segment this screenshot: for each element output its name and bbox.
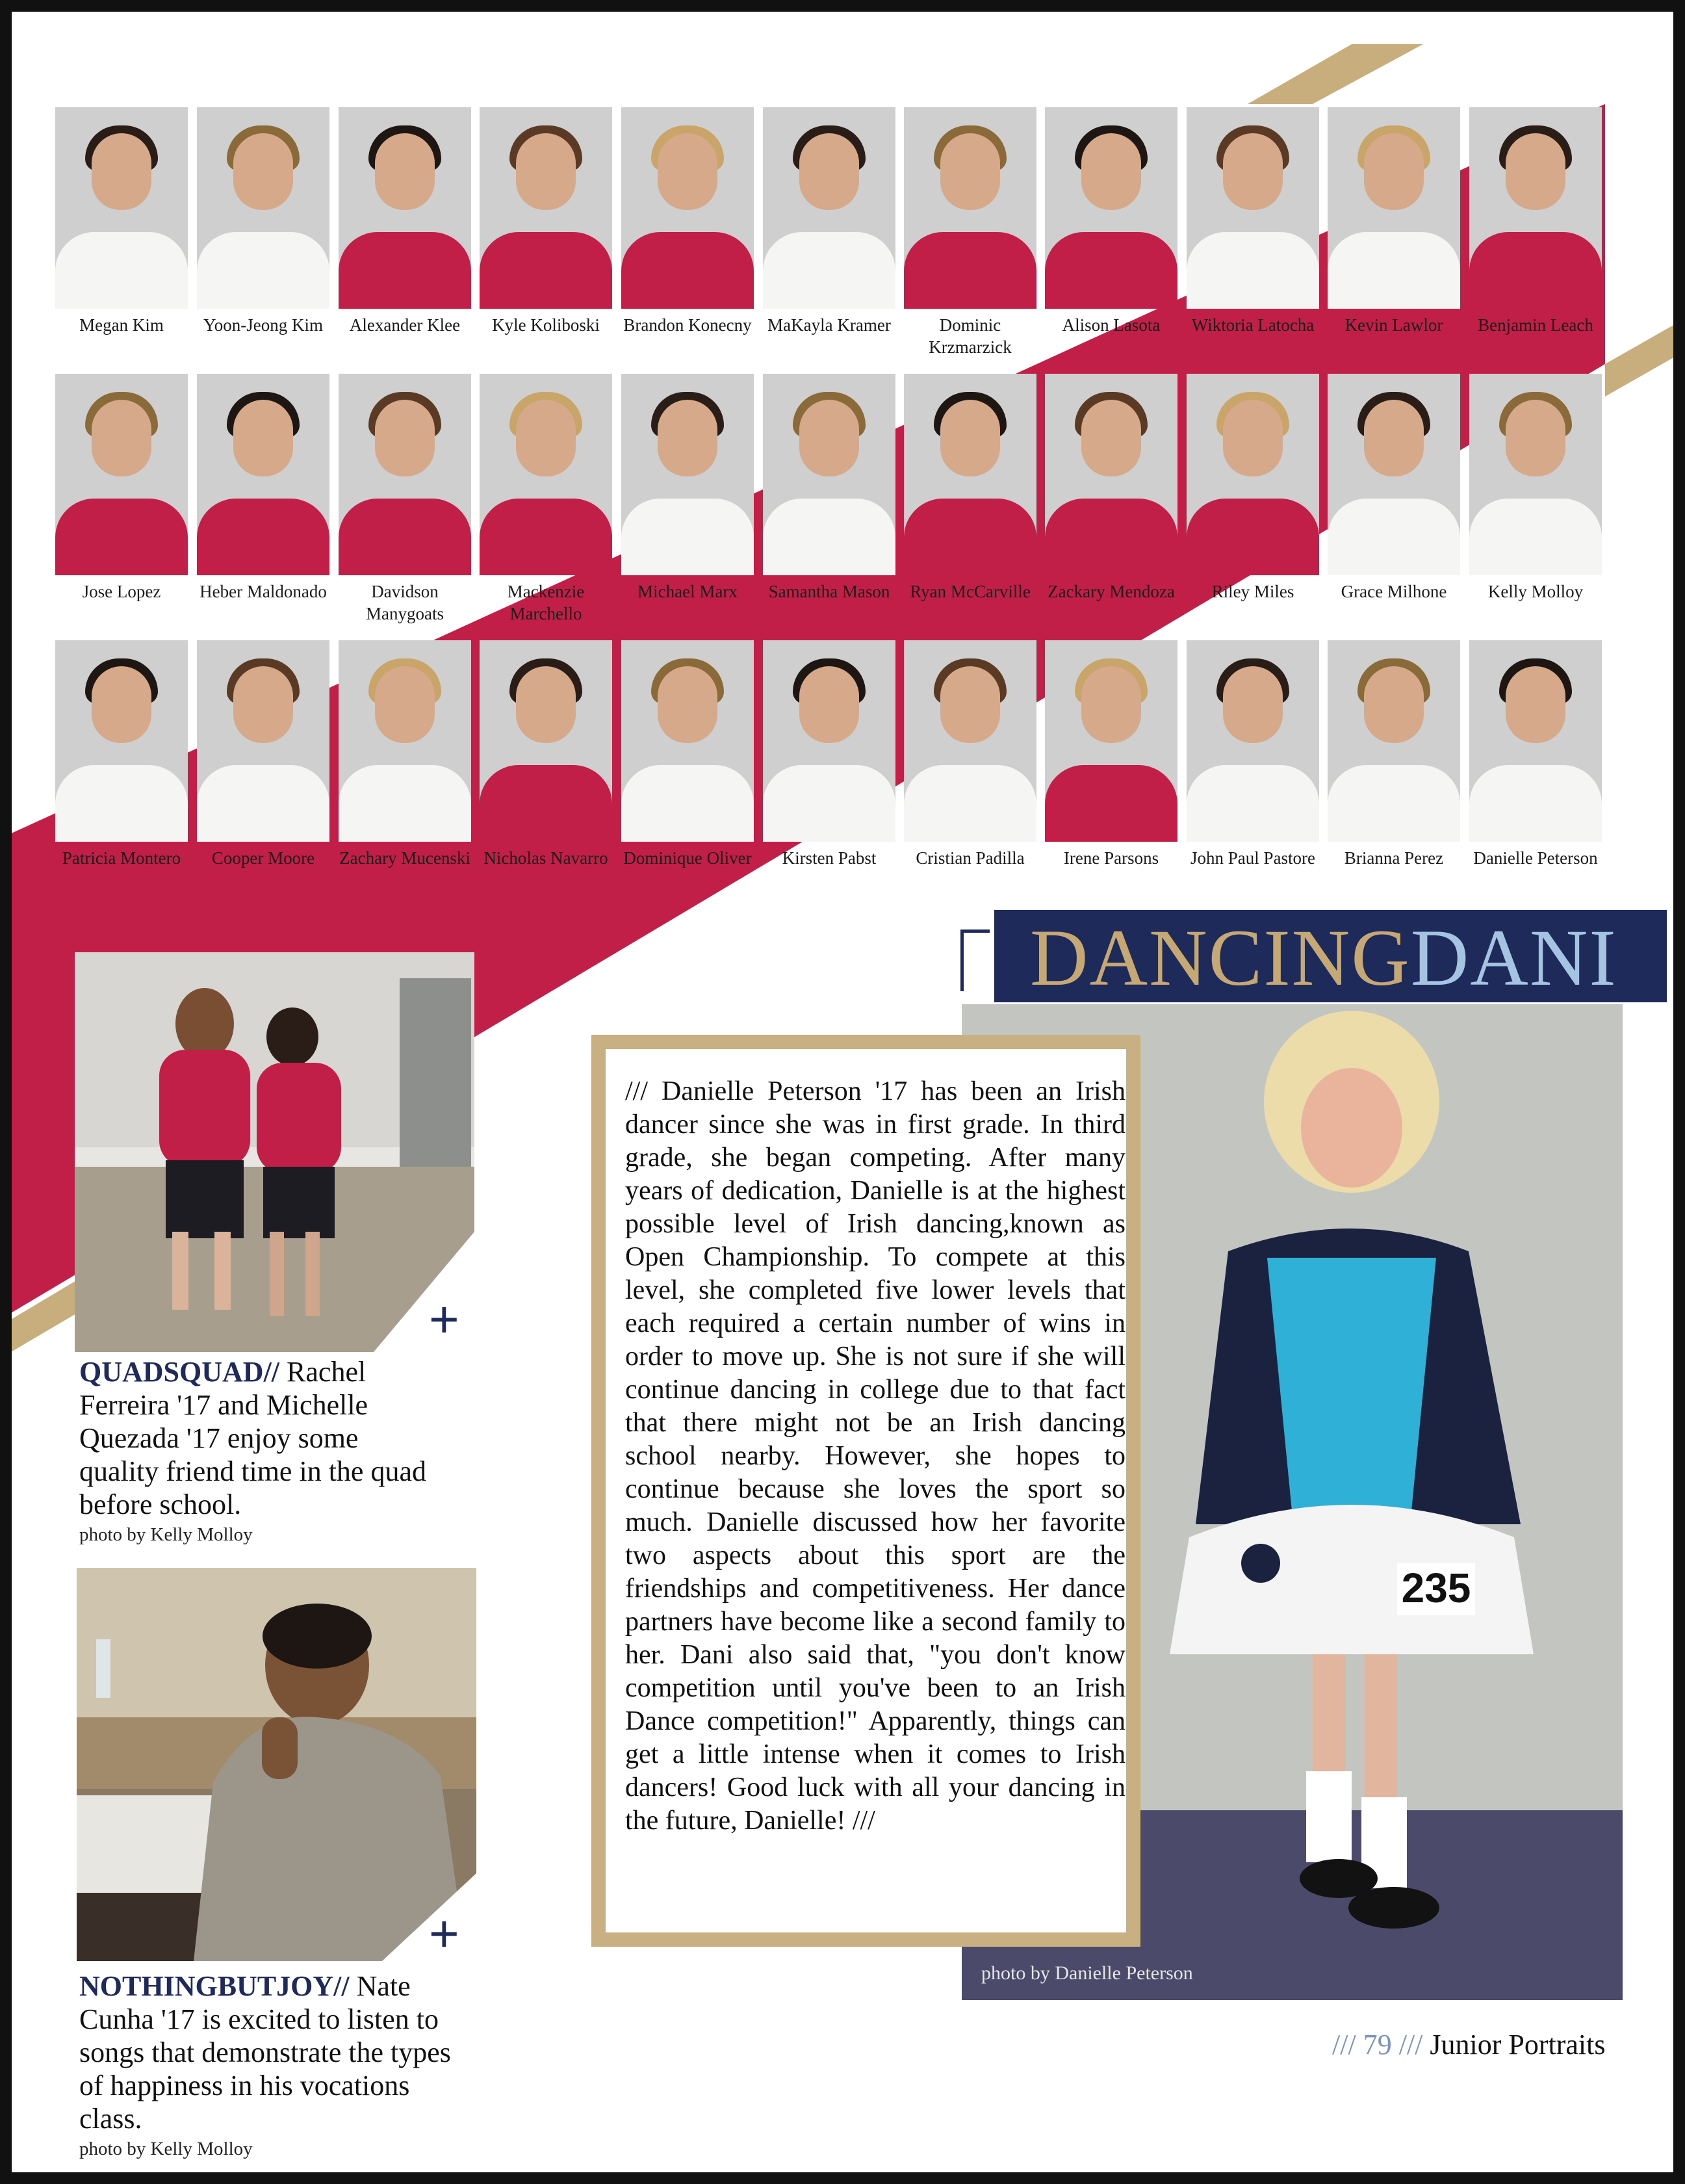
portrait-face bbox=[940, 133, 1000, 210]
feature-story: /// Danielle Peterson '17 has been an Irish dancer since she was in first grade. In third grade, she began competing. After many years of dedication, Danielle is at the highest possible level of Irish dancing,known as Open Championship. To compete at this level, she completed five lower levels that each required a certain number of wins in order to move up. She is not sure if she will continue dancing in college due to that fact that there might not be an Irish dancing school nearby. However, she hopes to continue because she loves the sport so much. Danielle discussed how her favorite two aspects about this sport are the friendships and competitiveness. Her dance partners have become like a second family to her. Dani also said that, "you don't know competition until you've been to an Irish Dance competition!" Apparently, things can get a little intense when it comes to Irish dancers! Good luck with all your dancing in the future, Danielle! /// bbox=[625, 1076, 1125, 1836]
portrait-name: Yoon-Jeong Kim bbox=[203, 315, 324, 335]
nothingbutjoy-heading: NOTHINGBUTJOY// bbox=[79, 1970, 350, 2002]
portrait-shirt bbox=[1045, 765, 1177, 842]
feature-title-part2: DANI bbox=[1410, 913, 1617, 1002]
portrait-shirt bbox=[763, 232, 895, 309]
portrait-face bbox=[1364, 666, 1424, 743]
portrait-face bbox=[1223, 133, 1283, 210]
portrait-shirt bbox=[55, 499, 188, 575]
portrait-photo bbox=[621, 374, 754, 575]
page-footer bbox=[1332, 2028, 1605, 2061]
portrait-face bbox=[799, 133, 859, 210]
portrait-photo bbox=[1187, 374, 1319, 575]
portrait-face bbox=[92, 133, 151, 210]
portrait-name: Irene Parsons bbox=[1063, 848, 1159, 868]
portrait-shirt bbox=[1045, 232, 1177, 309]
portrait-photo bbox=[904, 640, 1036, 842]
portrait-photo bbox=[1328, 640, 1460, 842]
portrait-face bbox=[658, 400, 717, 476]
portrait-shirt bbox=[1187, 499, 1319, 575]
portrait-photo bbox=[339, 107, 471, 309]
portrait-shirt bbox=[1469, 499, 1602, 575]
story-panel bbox=[606, 1049, 1126, 1932]
portrait-name: Zachary Mucenski bbox=[339, 848, 470, 868]
portrait-shirt bbox=[197, 232, 329, 309]
story-frame bbox=[591, 1035, 1140, 1947]
portrait-shirt bbox=[621, 765, 754, 842]
portrait-photo bbox=[339, 374, 471, 575]
portrait-name: Cooper Moore bbox=[211, 848, 315, 868]
portrait-photo bbox=[904, 107, 1036, 309]
portrait-shirt bbox=[480, 499, 612, 575]
portrait-photo bbox=[904, 374, 1036, 575]
portrait-photo bbox=[1045, 107, 1177, 309]
feature-title-part1: DANCING bbox=[1030, 913, 1411, 1002]
portrait-face bbox=[1506, 133, 1565, 210]
portrait-photo bbox=[621, 107, 754, 309]
portrait-photo bbox=[1187, 107, 1319, 309]
portrait-photo bbox=[1469, 374, 1602, 575]
portrait-name: Dominique Oliver bbox=[623, 848, 752, 868]
nothingbutjoy-text: Nate Cunha '17 is excited to listen to songs that demonstrate the types of happiness in his vocations class. bbox=[79, 1970, 451, 2135]
portrait-name: Megan Kim bbox=[79, 315, 164, 335]
portrait-photo bbox=[763, 640, 895, 842]
portrait-photo bbox=[1187, 640, 1319, 842]
portrait-shirt bbox=[763, 499, 895, 575]
portrait-face bbox=[375, 400, 435, 476]
portrait-face bbox=[233, 666, 293, 743]
nothingbutjoy-credit: photo by Kelly Molloy bbox=[79, 2138, 253, 2159]
portrait-photo bbox=[1469, 640, 1602, 842]
portrait-face bbox=[799, 666, 859, 743]
portrait-shirt bbox=[197, 765, 329, 842]
portrait-shirt bbox=[1469, 232, 1602, 309]
portrait-shirt bbox=[1328, 765, 1460, 842]
portrait-shirt bbox=[55, 765, 188, 842]
portrait-face bbox=[92, 400, 151, 476]
quadsquad-caption bbox=[79, 1355, 443, 1521]
portrait-face bbox=[516, 133, 576, 210]
portrait-shirt bbox=[197, 499, 329, 575]
quadsquad-photo bbox=[75, 952, 474, 1352]
portrait-face bbox=[658, 133, 717, 210]
page-number: 79 bbox=[1363, 2029, 1392, 2060]
portrait-face bbox=[1081, 133, 1141, 210]
plus-icon: + bbox=[429, 1904, 459, 1962]
portrait-name: Danielle Peterson bbox=[1473, 848, 1598, 868]
portrait-photo bbox=[339, 640, 471, 842]
quadsquad-text: Rachel Ferreira '17 and Michelle Quezada '17 enjoy some quality friend time in the quad before school. bbox=[79, 1356, 426, 1520]
portrait-shirt bbox=[904, 232, 1036, 309]
portrait-shirt bbox=[1469, 765, 1602, 842]
portrait-photo bbox=[621, 640, 754, 842]
portrait-face bbox=[940, 666, 1000, 743]
portrait-name: Samantha Mason bbox=[768, 582, 890, 601]
portrait-name: Jose Lopez bbox=[82, 582, 161, 601]
portrait-face bbox=[375, 666, 435, 743]
portrait-face bbox=[233, 133, 293, 210]
portrait-photo bbox=[480, 374, 612, 575]
portrait-photo bbox=[480, 107, 612, 309]
portrait-face bbox=[233, 400, 293, 476]
portrait-photo bbox=[1469, 107, 1602, 309]
portrait-photo bbox=[197, 640, 329, 842]
portrait-shirt bbox=[480, 765, 612, 842]
feature-title bbox=[1030, 913, 1617, 1002]
portrait-name: Mackenzie Marchello bbox=[507, 582, 585, 623]
footer-slashes-left: /// bbox=[1332, 2029, 1356, 2060]
portrait-face bbox=[1081, 666, 1141, 743]
portrait-face bbox=[1223, 666, 1283, 743]
portrait-name: Davidson Manygoats bbox=[366, 582, 444, 623]
section-title: Junior Portraits bbox=[1430, 2029, 1606, 2060]
portrait-photo bbox=[1045, 374, 1177, 575]
portrait-name: Kirsten Pabst bbox=[782, 848, 877, 868]
portrait-name: Cristian Padilla bbox=[916, 848, 1025, 868]
dancer-photo-credit: photo by Danielle Peterson bbox=[981, 1962, 1193, 1984]
portrait-face bbox=[658, 666, 717, 743]
portrait-name: MaKayla Kramer bbox=[767, 315, 891, 335]
portrait-name: Kelly Molloy bbox=[1487, 582, 1584, 601]
portrait-face bbox=[516, 666, 576, 743]
portrait-name: Zackary Mendoza bbox=[1048, 582, 1175, 601]
portrait-shirt bbox=[1045, 499, 1177, 575]
portrait-face bbox=[1506, 666, 1565, 743]
portrait-shirt bbox=[1328, 232, 1460, 309]
portrait-shirt bbox=[1187, 232, 1319, 309]
portrait-shirt bbox=[1187, 765, 1319, 842]
footer-slashes-right: /// bbox=[1398, 2029, 1423, 2060]
portrait-photo bbox=[480, 640, 612, 842]
portrait-name: Nicholas Navarro bbox=[483, 848, 608, 868]
portrait-name: Riley Miles bbox=[1211, 582, 1294, 601]
portrait-name: Alexander Klee bbox=[349, 315, 461, 335]
portrait-photo bbox=[763, 107, 895, 309]
portrait-shirt bbox=[904, 765, 1036, 842]
portrait-shirt bbox=[339, 232, 471, 309]
portrait-shirt bbox=[339, 499, 471, 575]
portrait-name: John Paul Pastore bbox=[1190, 848, 1315, 868]
portrait-face bbox=[516, 400, 576, 476]
portrait-photo bbox=[55, 640, 188, 842]
portrait-face bbox=[1364, 400, 1424, 476]
nothingbutjoy-caption bbox=[79, 1970, 476, 2135]
plus-icon: + bbox=[429, 1290, 459, 1348]
portrait-photo bbox=[763, 374, 895, 575]
portrait-face bbox=[1364, 133, 1424, 210]
portrait-face bbox=[375, 133, 435, 210]
portrait-shirt bbox=[621, 232, 754, 309]
portrait-shirt bbox=[621, 499, 754, 575]
portrait-shirt bbox=[904, 499, 1036, 575]
portrait-face bbox=[940, 400, 1000, 476]
quadsquad-heading: QUADSQUAD// bbox=[79, 1356, 280, 1388]
bib-number: 235 bbox=[1401, 1565, 1471, 1611]
portrait-name: Wiktoria Latocha bbox=[1191, 315, 1315, 335]
nothingbutjoy-photo bbox=[77, 1568, 476, 1961]
portrait-name: Benjamin Leach bbox=[1478, 315, 1593, 335]
portrait-name: Patricia Montero bbox=[62, 848, 181, 868]
portrait-photo bbox=[197, 374, 329, 575]
portrait-shirt bbox=[1328, 499, 1460, 575]
portrait-name: Dominic Krzmarzick bbox=[929, 315, 1012, 357]
portrait-face bbox=[92, 666, 151, 743]
portrait-shirt bbox=[339, 765, 471, 842]
portrait-name: Grace Milhone bbox=[1341, 582, 1447, 601]
portrait-face bbox=[799, 400, 859, 476]
portrait-name: Kyle Koliboski bbox=[492, 315, 600, 335]
portrait-name: Kevin Lawlor bbox=[1344, 315, 1443, 335]
portrait-name: Brandon Konecny bbox=[623, 315, 752, 335]
portrait-photo bbox=[55, 107, 188, 309]
portrait-name: Heber Maldonado bbox=[199, 582, 327, 601]
portrait-shirt bbox=[55, 232, 188, 309]
portrait-photo bbox=[197, 107, 329, 309]
portrait-name: Ryan McCarville bbox=[910, 582, 1031, 601]
portrait-shirt bbox=[480, 232, 612, 309]
feature-banner bbox=[994, 910, 1667, 1002]
banner-bracket bbox=[960, 930, 990, 991]
portrait-face bbox=[1506, 400, 1565, 476]
portrait-face bbox=[1223, 400, 1283, 476]
portrait-photo bbox=[1045, 640, 1177, 842]
quadsquad-credit: photo by Kelly Molloy bbox=[79, 1524, 253, 1545]
portrait-photo bbox=[1328, 374, 1460, 575]
portrait-name: Michael Marx bbox=[637, 582, 738, 601]
portrait-name: Brianna Perez bbox=[1344, 848, 1444, 868]
portrait-shirt bbox=[763, 765, 895, 842]
portrait-name: Alison Lasota bbox=[1062, 315, 1161, 335]
portrait-photo bbox=[1328, 107, 1460, 309]
portrait-photo bbox=[55, 374, 188, 575]
portrait-face bbox=[1081, 400, 1141, 476]
